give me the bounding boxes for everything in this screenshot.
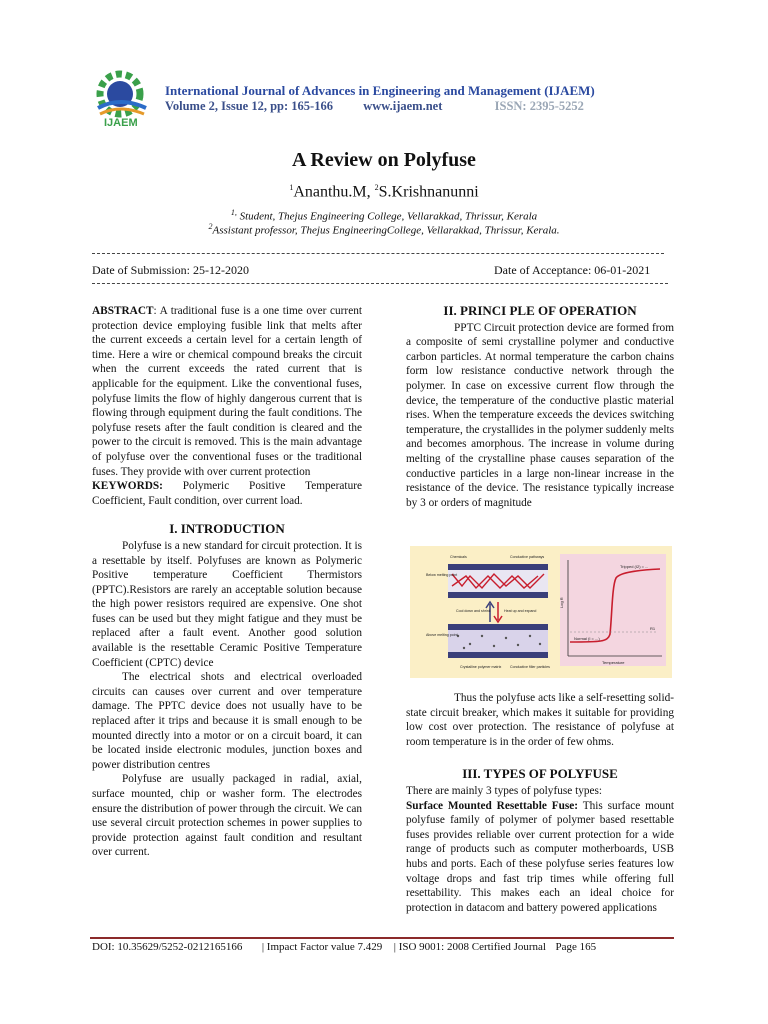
doi: DOI: 10.35629/5252-0212165166 <box>92 941 243 953</box>
svg-text:Temperature: Temperature <box>602 660 625 665</box>
svg-text:Crystalline polymer matrix: Crystalline polymer matrix <box>460 665 502 669</box>
divider-top <box>92 253 664 254</box>
intro-paragraph: Polyfuse are usually packaged in radial, axial, surface mounted, chip or washer form. The electrodes ensure the distribution of power through the circuit. We can use several circuit protection schemes in power supplies to provide protection against fault condition and resultant over current. <box>92 773 362 859</box>
svg-text:Conductive pathways: Conductive pathways <box>510 555 545 559</box>
abstract: ABSTRACT: A traditional fuse is a one time over current protection device employing fusible link that melts after the current exceeds a certain level for a certain length of time. Here a wire or chemical compound breaks the circuit when the current exceeds the rated current that is applicable for the equipment. Like the conventional fuses, polyfuse limits the flow of highly dangerous current that is flowing through equipment during the fault conditions. The polyfuse resets after the fault condition is cleared and the power to the circuit is removed. This is the main advantage of polyfuse over the conventional fuses or the traditional fuses. They provide with over current protection <box>92 305 362 478</box>
journal-logo <box>90 68 154 130</box>
journal-website-link[interactable]: www.ijaem.net <box>363 99 443 113</box>
footer <box>92 941 692 953</box>
svg-text:Heat up and expand: Heat up and expand <box>504 609 537 613</box>
intro-paragraph: Polyfuse is a new standard for circuit protection. It is a resettable by itself. Polyfuses are known as Polymeric Positive temperature Coefficient Thermistors (PPTC).Resistors are rarely an acceptable solution because the high power resistors required are expensive. One shot fuses can be used but they might fatigue and they must be replaced after a fault event. Another good solution available is the resettable Ceramic Positive Temperature Coefficient (CPTC) device <box>92 539 362 669</box>
iso-certification: | ISO 9001: 2008 Certified Journal <box>393 941 546 953</box>
svg-text:Below melting point: Below melting point <box>426 573 458 577</box>
keywords: KEYWORDS: Polymeric Positive Temperature Coefficient, Fault condition, over current load. <box>92 480 362 507</box>
affiliation-1: $^{1,}$ Student, Thejus Engineering College, Vellarakkad, Thrissur, Kerala <box>230 208 538 223</box>
svg-text:Chemicals: Chemicals <box>450 555 467 559</box>
figure-followup-paragraph: Thus the polyfuse acts like a self-resetting solid-state circuit breaker, which makes it suitable for providing low cost over protection. The resistance of polyfuse at room temperature is in the order of few ohms. <box>406 692 674 748</box>
svg-text:IJAEM: IJAEM <box>104 117 138 129</box>
volume-info: Volume 2, Issue 12, pp: 165-166 <box>165 99 333 113</box>
footer-rule <box>90 937 674 939</box>
types-intro: There are mainly 3 types of polyfuse types: <box>406 784 603 797</box>
svg-text:Normal (I = ...): Normal (I = ...) <box>574 636 600 641</box>
submission-date: Date of Submission: 25-12-2020 <box>92 263 249 277</box>
page-number: Page 165 <box>555 941 597 953</box>
introduction-heading: I. INTRODUCTION <box>169 521 285 537</box>
divider-bottom <box>92 283 668 284</box>
right-column <box>406 304 674 510</box>
svg-text:Conductive filler particles: Conductive filler particles <box>510 665 550 669</box>
author-1: Ananthu.M, <box>293 183 371 201</box>
acceptance-date: Date of Acceptance: 06-01-2021 <box>494 263 651 277</box>
svg-text:R1: R1 <box>650 626 656 631</box>
issn: ISSN: 2395-5252 <box>494 99 584 113</box>
authors: $^1$Ananthu.M, $^2$S.Krishnanunni <box>289 183 479 201</box>
journal-name: International Journal of Advances in Engineering and Management (IJAEM) <box>165 83 595 98</box>
svg-text:Log R: Log R <box>559 597 564 608</box>
impact-factor: | Impact Factor value 7.429 <box>261 941 383 953</box>
svg-text:Cool down and shrink: Cool down and shrink <box>456 609 491 613</box>
affiliation-2: $^2$Assistant professor, Thejus EngineeringCollege, Vellarakkad, Thrissur, Kerala. <box>208 222 560 237</box>
operation-paragraph: PPTC Circuit protection device are formed from a composite of semi crystalline polymer and conductive carbon particles. At normal temperature the carbon chains form low resistance conductive network through the polymer. In case on excessive current flow through the device, the temperature of the conductive plastic material rises. When the temperature exceeds the devices switching temperature, the crystallides in the polymer suddenly melts and becomes amorphous. The increase in volume during melting of the crystalline phase causes separation of the conductive particles in a large non-linear increase in the resistance of the device. The resistance typically increase by 3 or orders of magnitude <box>406 321 674 509</box>
svg-text:Above melting point: Above melting point <box>426 633 458 637</box>
intro-paragraph: The electrical shots and electrical overloaded circuits can causes over current and over temperature damage. The PPTC device does not usually have to be replaced after it trips and because it is small enough to be mounted directly into a motor or on a circuit board, it can be located inside electronic modules, junction boxes and power distribution centres <box>92 671 362 771</box>
polyfuse-diagram <box>410 546 672 678</box>
gear-logo-icon <box>90 68 154 130</box>
left-column <box>92 304 362 860</box>
types-heading: III. TYPES OF POLYFUSE <box>462 766 618 782</box>
svg-text:Tripped (I2) = ...: Tripped (I2) = ... <box>620 564 649 569</box>
journal-issue-line <box>165 99 645 114</box>
smd-fuse-paragraph: Surface Mounted Resettable Fuse: This surface mount polyfuse family of polymer of polymer based resettable fuses provides reliable over current protection for a wide range of products such as computer motherboards, USB hubs and ports. Each of these polyfuse series features low voltage drops and fast trip times while offering full resettability. This makes each an ideal choice for protection in datacom and battery powered applications <box>406 799 674 914</box>
operation-heading: II. PRINCI PLE OF OPERATION <box>443 303 637 318</box>
author-2: S.Krishnanunni <box>378 183 479 201</box>
right-column-continued <box>406 691 674 915</box>
paper-title: A Review on Polyfuse <box>292 149 476 171</box>
polyfuse-figure <box>410 546 672 678</box>
